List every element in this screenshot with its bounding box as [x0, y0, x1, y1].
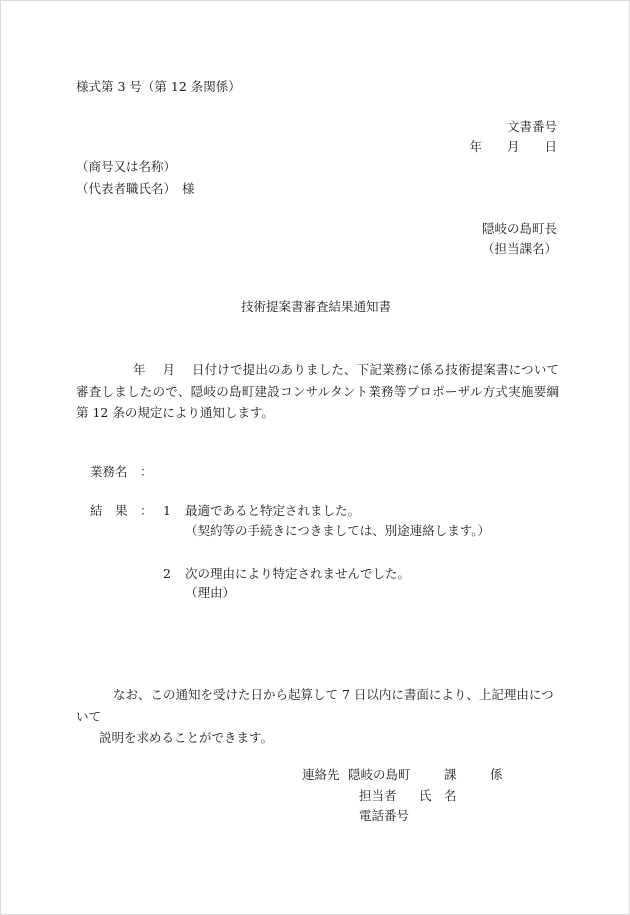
date-line: 年 月 日 — [469, 139, 557, 154]
result-label: 結 果 ： — [90, 503, 153, 518]
result-option-2-note: （理由） — [185, 585, 236, 600]
contact-section: 課 — [444, 767, 457, 782]
body-paragraph: 年 月 日付けで提出のありました、下記業務に係る技術提案書について審査しましたので、隠岐の島町建設コンサルタント業務等プロポーザル方式実施要綱第 12 条の規定により通知します。 — [76, 362, 559, 420]
result-option-1-note: （契約等の手続きにつきましては、別途連絡します。） — [185, 523, 491, 538]
contact-name-label: 氏 名 — [419, 788, 457, 803]
project-name-label: 業務名 ： — [90, 464, 153, 479]
closing-line-2: 説明を求めることができます。 — [99, 730, 274, 745]
contact-subsection: 係 — [490, 767, 503, 782]
sender-department: （担当課名） — [481, 241, 557, 256]
document-title: 技術提案書審査結果通知書 — [240, 299, 391, 314]
recipient-company: （商号又は名称） — [76, 159, 177, 174]
contact-label: 連絡先 — [302, 767, 340, 782]
result-option-2-text: 次の理由により特定されませんでした。 — [185, 566, 411, 581]
closing-line-1: なお、この通知を受けた日から起算して 7 日以内に書面により、上記理由について — [76, 687, 554, 724]
result-option-1-number: 1 — [163, 503, 171, 518]
contact-town: 隠岐の島町 — [348, 767, 411, 782]
recipient-representative: （代表者職氏名） — [76, 181, 177, 196]
form-label: 様式第 3 号（第 12 条関係） — [76, 79, 241, 94]
recipient-honorific: 様 — [182, 181, 195, 196]
closing-paragraph — [76, 684, 561, 749]
sender-title: 隠岐の島町長 — [481, 221, 557, 236]
result-option-2-number: 2 — [163, 566, 171, 581]
contact-person-label: 担当者 — [359, 788, 397, 803]
result-option-1-text: 最適であると特定されました。 — [185, 503, 361, 518]
document-number-label: 文書番号 — [506, 119, 557, 134]
contact-phone-label: 電話番号 — [359, 808, 410, 823]
